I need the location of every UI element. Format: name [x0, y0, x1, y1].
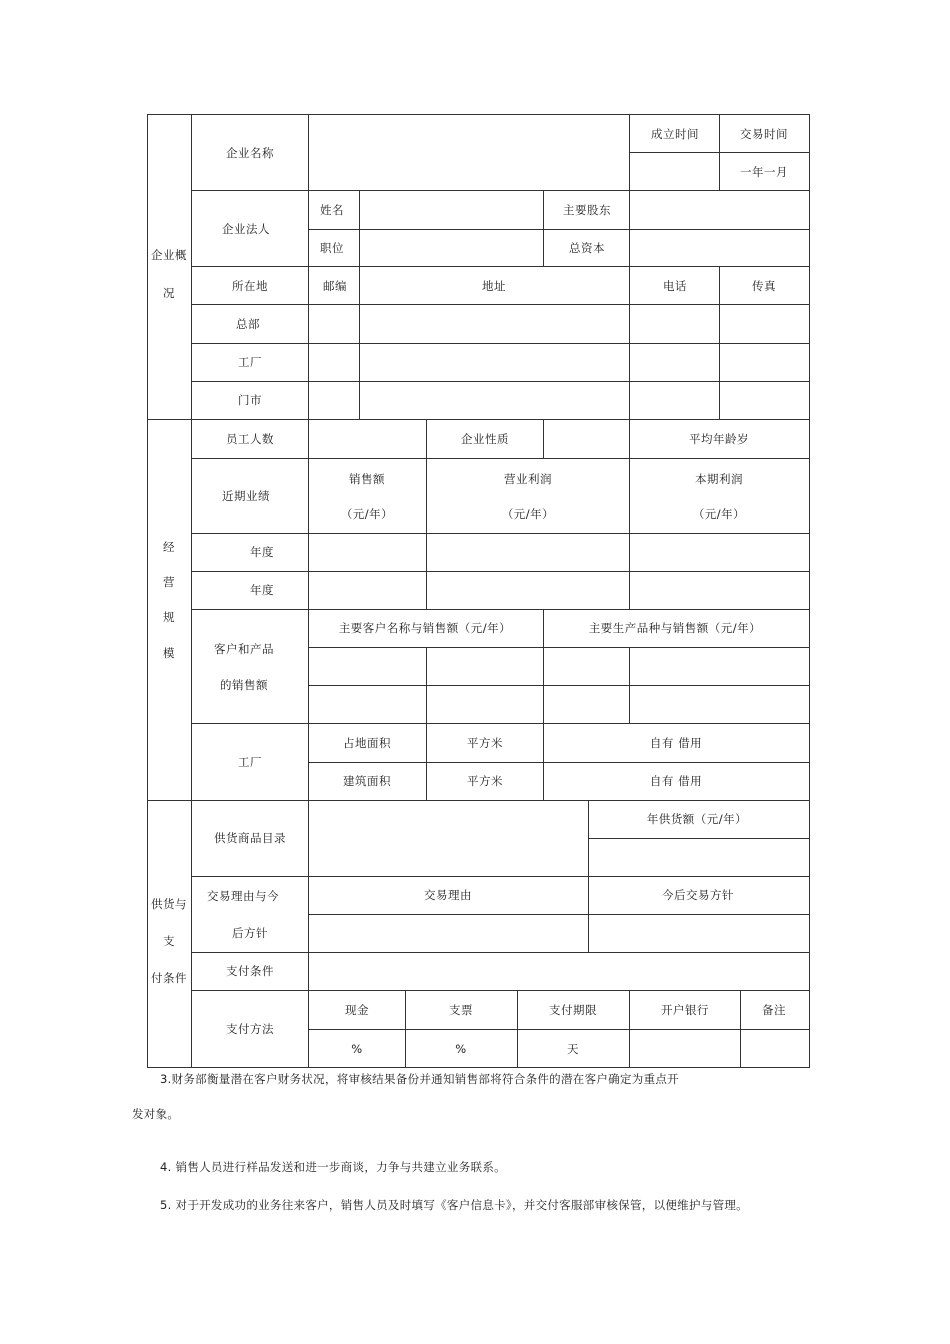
paragraph-4: 4. 销售人员进行样品发送和进一步商谈，力争与共建立业务联系。 — [160, 1160, 506, 1174]
table-border-right — [809, 114, 810, 1068]
reason-label: 交易理由 — [424, 888, 472, 902]
main-products-label: 主要生产品种与销售额（元/年） — [588, 621, 762, 635]
table-line — [191, 990, 810, 991]
reason-policy-label: 交易理由与今 — [207, 889, 279, 903]
factory-label: 工厂 — [238, 355, 262, 369]
table-line — [629, 114, 630, 420]
year-label: 年度 — [250, 545, 274, 559]
table-line — [191, 723, 810, 724]
land-area-label: 占地面积 — [343, 736, 391, 750]
table-line — [629, 419, 630, 610]
catalog-label: 供货商品目录 — [214, 831, 286, 845]
table-line — [405, 990, 406, 1068]
table-line — [588, 838, 810, 839]
table-line — [426, 647, 427, 724]
section-overview-label: 企业概 — [151, 248, 187, 262]
unit-label: （元/年） — [501, 507, 555, 521]
location-label: 所在地 — [232, 279, 268, 293]
table-line — [191, 381, 810, 382]
table-line — [191, 114, 192, 1068]
nature-label: 企业性质 — [461, 432, 509, 446]
table-line — [359, 190, 360, 420]
paragraph-3-line-1: 3.财务部衡量潜在客户财务状况，将审核结果备份并通知销售部将符合条件的潜在客户确定为重点开 — [160, 1072, 679, 1086]
section-scale-label: 营 — [163, 575, 175, 589]
section-supply-label: 支 — [163, 934, 175, 948]
table-line — [191, 266, 810, 267]
table-line — [543, 419, 544, 459]
table-line — [308, 419, 309, 801]
legal-person-label: 企业法人 — [222, 222, 270, 236]
own-borrow-label: 自有 借用 — [649, 736, 703, 750]
table-line — [629, 990, 630, 1068]
table-line — [191, 533, 810, 534]
annual-supply-label: 年供货额（元/年） — [646, 812, 748, 826]
section-scale-label: 经 — [163, 540, 175, 554]
phone-label: 电话 — [663, 279, 687, 293]
paragraph-3-line-2: 发对象。 — [132, 1107, 180, 1121]
main-customers-label: 主要客户名称与销售额（元/年） — [338, 621, 512, 635]
cash-percent: % — [351, 1042, 363, 1056]
sqm-label: 平方米 — [467, 774, 503, 788]
table-line — [191, 952, 810, 953]
own-borrow-label: 自有 借用 — [649, 774, 703, 788]
founded-label: 成立时间 — [651, 127, 699, 141]
reason-policy-label: 后方针 — [232, 926, 268, 940]
table-line — [309, 1029, 810, 1030]
address-label: 地址 — [482, 279, 506, 293]
build-area-label: 建筑面积 — [343, 774, 391, 788]
employees-label: 员工人数 — [226, 432, 274, 446]
bank-label: 开户银行 — [661, 1003, 709, 1017]
table-line — [426, 419, 427, 610]
year-label: 年度 — [250, 583, 274, 597]
sqm-label: 平方米 — [467, 736, 503, 750]
table-line — [629, 647, 630, 724]
policy-label: 今后交易方针 — [662, 888, 734, 902]
section-scale-label: 模 — [163, 646, 175, 660]
check-percent: % — [455, 1042, 467, 1056]
sales-label: 销售额 — [349, 472, 385, 486]
pay-period-days: 天 — [567, 1042, 579, 1056]
table-line — [426, 723, 427, 801]
postcode-label: 邮编 — [323, 279, 347, 293]
section-supply-label: 供货与 — [151, 897, 187, 911]
table-line — [309, 685, 810, 686]
table-line — [740, 990, 741, 1068]
unit-label: （元/年） — [340, 507, 394, 521]
table-line — [719, 266, 720, 420]
table-line — [308, 800, 309, 1068]
table-line — [191, 304, 810, 305]
paragraph-5: 5. 对于开发成功的业务往来客户，销售人员及时填写《客户信息卡》，并交付客服部审核保管，以便维护与管理。 — [160, 1198, 748, 1212]
table-line — [191, 876, 810, 877]
company-name-label: 企业名称 — [226, 146, 274, 160]
year-month-label: 一年一月 — [740, 165, 788, 179]
table-border-left — [147, 114, 148, 1068]
cash-label: 现金 — [345, 1003, 369, 1017]
table-line — [719, 114, 720, 191]
store-label: 门市 — [238, 393, 262, 407]
period-profit-label: 本期利润 — [695, 472, 743, 486]
table-border-top — [147, 114, 810, 115]
table-line — [191, 458, 810, 459]
table-line — [309, 647, 810, 648]
payment-method-label: 支付方法 — [226, 1022, 274, 1036]
table-line — [309, 762, 810, 763]
check-label: 支票 — [449, 1003, 473, 1017]
payment-terms-label: 支付条件 — [226, 964, 274, 978]
table-line — [308, 114, 309, 420]
factory-area-label: 工厂 — [238, 755, 262, 769]
fax-label: 传真 — [752, 279, 776, 293]
trade-time-label: 交易时间 — [740, 127, 788, 141]
table-border-bottom — [147, 1067, 810, 1068]
table-line — [543, 190, 544, 267]
table-line — [191, 343, 810, 344]
table-line — [543, 723, 544, 801]
table-line — [543, 609, 544, 724]
table-line — [191, 609, 810, 610]
op-profit-label: 营业利润 — [504, 472, 552, 486]
pay-period-label: 支付期限 — [549, 1003, 597, 1017]
customer-product-label: 客户和产品 — [214, 642, 274, 656]
table-line — [309, 229, 810, 230]
section-divider — [147, 800, 810, 801]
table-line — [191, 571, 810, 572]
section-divider — [147, 419, 810, 420]
remarks-label: 备注 — [762, 1003, 786, 1017]
section-overview-label: 况 — [163, 286, 175, 300]
table-line — [191, 190, 810, 191]
section-scale-label: 规 — [163, 610, 175, 624]
table-line — [588, 800, 589, 953]
position-label: 职位 — [320, 241, 344, 255]
section-supply-label: 付条件 — [151, 971, 187, 985]
performance-label: 近期业绩 — [222, 489, 270, 503]
customer-product-label: 的销售额 — [220, 678, 268, 692]
avg-age-label: 平均年龄岁 — [689, 432, 749, 446]
capital-label: 总资本 — [569, 241, 605, 255]
table-line — [309, 914, 810, 915]
unit-label: （元/年） — [692, 507, 746, 521]
table-line — [517, 990, 518, 1068]
name-label: 姓名 — [320, 203, 344, 217]
shareholder-label: 主要股东 — [563, 203, 611, 217]
hq-label: 总部 — [236, 317, 260, 331]
